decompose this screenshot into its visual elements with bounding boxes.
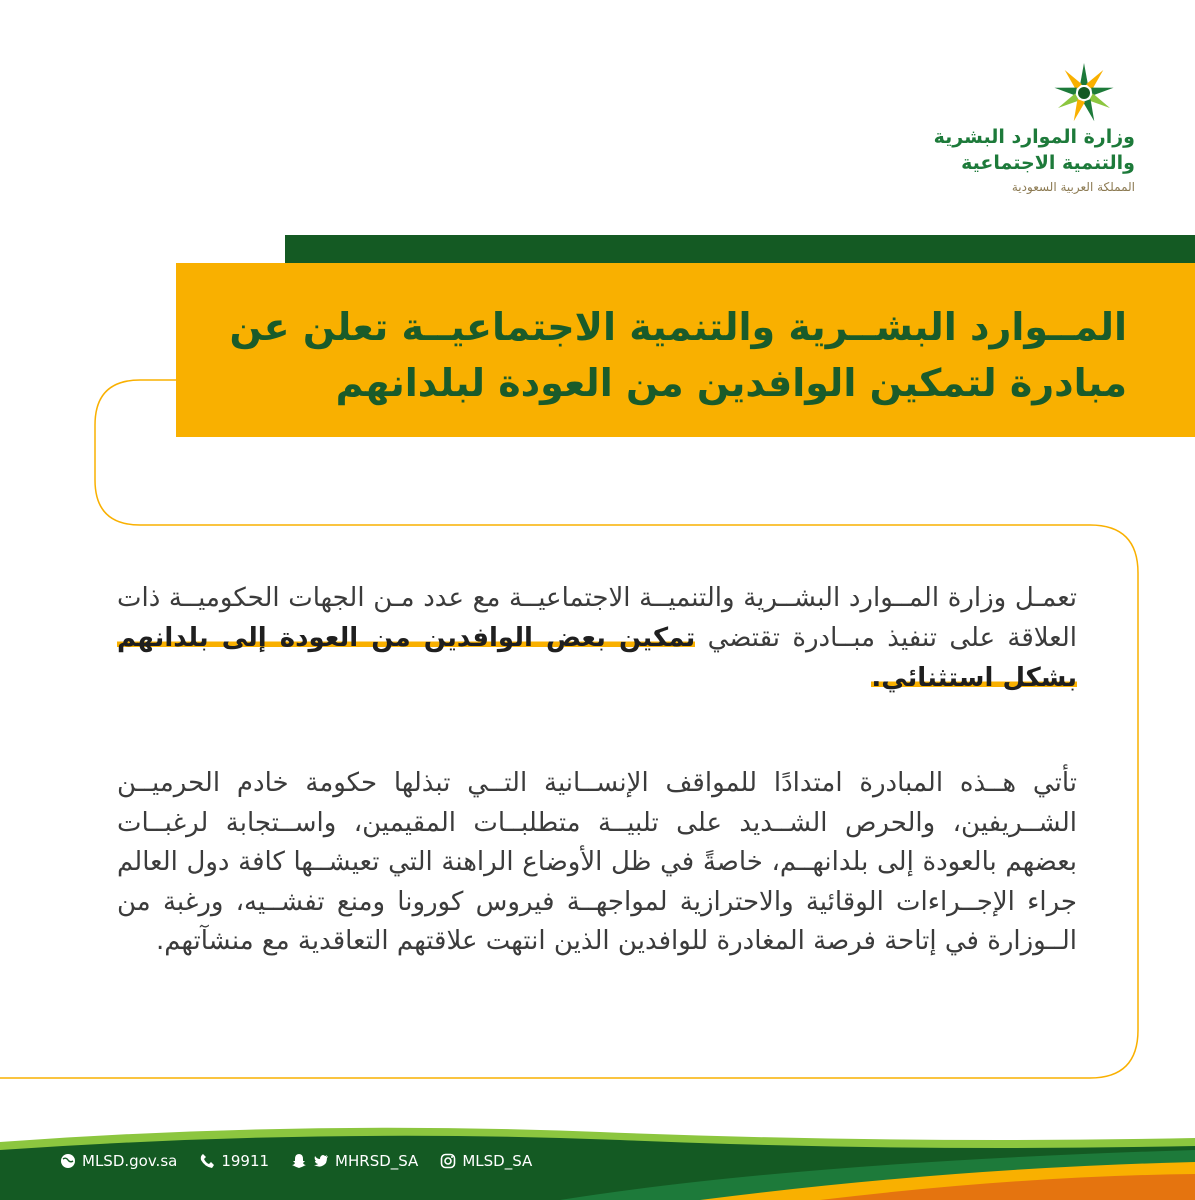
palm-leaves-emblem-icon [1051,60,1117,126]
paragraph-1-highlight: تمكين بعض الوافدين من العودة إلى بلدانهم بشكل استثنائي. [117,623,1077,693]
social-handle-label: MHRSD_SA [335,1152,419,1170]
title-line2: مبادرة لتمكين الوافدين من العودة لبلدانهم [335,361,1127,405]
footer-social-handle[interactable] [291,1152,418,1170]
footer-website[interactable] [60,1152,177,1170]
title-line1: المــوارد البشــرية والتنمية الاجتماعيــة تعلن عن [229,305,1127,349]
footer-phone[interactable] [199,1152,269,1170]
snapchat-icon [291,1153,307,1169]
footer-instagram[interactable] [440,1152,532,1170]
phone-label: 19911 [221,1152,270,1170]
instagram-label: MLSD_SA [462,1152,533,1170]
body-paragraph-2: تأتي هــذه المبادرة امتدادًا للمواقف الإنســانية التــي تبذلها حكومة خادم الحرميــن الشــريفين، والحرص الشــديد على تلبيــة متطلبــات المقيمين، واســتجابة لرغبــات بعضهم بالعودة إلى بلدانهــم، خاصةً في ظل الأوضاع الراهنة التي تعيشــها كافة دول العالم جراء الإجــراءات الوقائية والاحترازية لمواجهــة فيروس كورونا ومنع تفشــيه، ورغبة من الــوزارة في إتاحة فرصة المغادرة للوافدين الذين انتهت علاقتهم التعاقدية مع منشآتهم. [117,768,1077,956]
instagram-icon [440,1153,456,1169]
page-title [227,299,1127,411]
logo-country-name: المملكة العربية السعودية [1011,180,1135,194]
ministry-logo [933,60,1135,200]
logo-ministry-name-line1: وزارة الموارد البشرية [933,126,1135,148]
body-paragraph-1 [117,578,1077,698]
website-label: MLSD.gov.sa [82,1152,178,1170]
globe-icon [60,1153,76,1169]
logo-ministry-name-line2: والتنمية الاجتماعية [961,152,1135,174]
title-box [176,263,1195,437]
paragraph-1-text: تعمـل وزارة المــوارد البشــرية والتنميــة الاجتماعيــة مع عدد مـن الجهات الحكوميــة ذات العلاقة على تنفيذ مبــادرة تقتضي [117,583,1077,653]
title-accent-bar [285,235,1195,263]
twitter-icon [313,1153,329,1169]
phone-icon [199,1153,215,1169]
footer-contact-bar [60,1146,532,1176]
